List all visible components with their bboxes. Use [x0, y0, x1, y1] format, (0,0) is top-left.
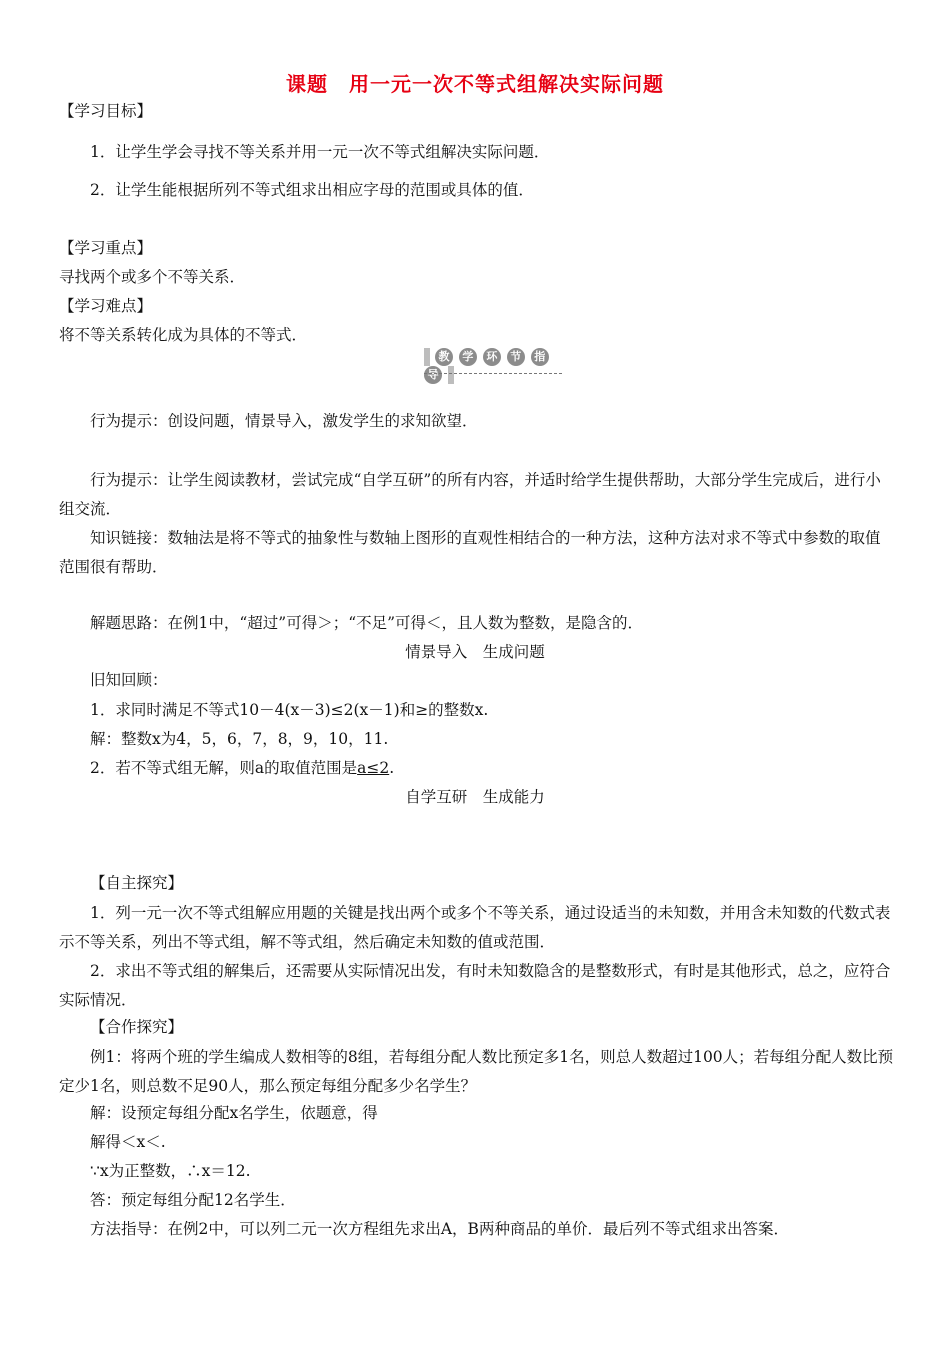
review-question-2 [90, 756, 894, 780]
key-point-text: 寻找两个或多个不等关系． [59, 268, 246, 286]
review-answer-2: a≤2 [357, 759, 390, 777]
objective-item-1: 1．让学生学会寻找不等关系并用一元一次不等式组解决实际问题． [90, 143, 550, 161]
review-answer-1: 解：整数x为4，5，6，7，8，9，10，11. [90, 730, 389, 748]
self-explore-item-1: 1．列一元一次不等式组解应用题的关键是找出两个或多个不等关系，通过设适当的未知数，并用含未知数的代数式表示不等关系，列出不等式组，解不等式组，然后确定未知数的值或范围． [59, 904, 891, 951]
behavior-hint-2: 行为提示：让学生阅读教材，尝试完成“自学互研”的所有内容，并适时给学生提供帮助，大部分学生完成后，进行小组交流． [59, 471, 881, 518]
banner-divider [424, 373, 562, 374]
review-question-1: 1．求同时满足不等式10－4(x－3)≤2(x－1)和≥的整数x. [90, 701, 489, 719]
example-1-solution-integer: ∵x为正整数，∴x＝12. [90, 1162, 251, 1180]
review-question-2-end: . [389, 759, 395, 777]
banner-char: 环 [483, 348, 501, 366]
difficulty-text: 将不等关系转化成为具体的不等式． [59, 326, 308, 344]
difficulty-heading: 【学习难点】 [59, 297, 153, 315]
banner-cap-left [424, 348, 430, 366]
example-1-answer: 答：预定每组分配12名学生． [90, 1191, 296, 1209]
banner-char: 学 [459, 348, 477, 366]
banner-char: 导 [424, 366, 442, 384]
coop-explore-heading: 【合作探究】 [90, 1018, 184, 1036]
banner-char: 指 [531, 348, 549, 366]
key-point-heading: 【学习重点】 [59, 239, 153, 257]
objective-item-2: 2．让学生能根据所列不等式组求出相应字母的范围或具体的值． [90, 181, 534, 199]
banner-cap-right [448, 366, 454, 384]
teaching-guide-banner [424, 348, 562, 381]
review-label: 旧知回顾： [90, 671, 168, 689]
self-explore-item-2: 2．求出不等式组的解集后，还需要从实际情况出发，有时未知数隐含的是整数形式，有时是其他形式，总之，应符合实际情况． [59, 962, 891, 1009]
knowledge-link: 知识链接：数轴法是将不等式的抽象性与数轴上图形的直观性相结合的一种方法，这种方法对求不等式中参数的取值范围很有帮助． [59, 529, 881, 576]
behavior-hint-1: 行为提示：创设问题，情景导入，激发学生的求知欲望． [90, 412, 478, 430]
page-title: 课题 用一元一次不等式组解决实际问题 [286, 72, 664, 96]
example-1-solution-range: 解得＜x＜. [90, 1133, 166, 1151]
method-guide: 方法指导：在例2中，可以列二元一次方程组先求出A，B两种商品的单价．最后列不等式组求出答案． [90, 1220, 789, 1238]
section-heading-self-study: 自学互研 生成能力 [405, 788, 545, 806]
review-question-2-text: 2．若不等式组无解，则a的取值范围是 [90, 759, 358, 777]
objectives-heading: 【学习目标】 [59, 102, 153, 120]
example-1: 例1：将两个班的学生编成人数相等的8组，若每组分配人数比预定多1名，则总人数超过100人；若每组分配人数比预定少1名，则总数不足90人，那么预定每组分配多少名学生？ [59, 1048, 894, 1095]
example-1-solution-setup: 解：设预定每组分配x名学生，依题意，得 [90, 1104, 378, 1122]
banner-char: 教 [435, 348, 453, 366]
solution-idea: 解题思路：在例1中，“超过”可得＞；“不足”可得＜，且人数为整数，是隐含的． [90, 614, 644, 632]
section-heading-situation: 情景导入 生成问题 [405, 643, 545, 661]
self-explore-heading: 【自主探究】 [90, 874, 184, 892]
banner-char: 节 [507, 348, 525, 366]
